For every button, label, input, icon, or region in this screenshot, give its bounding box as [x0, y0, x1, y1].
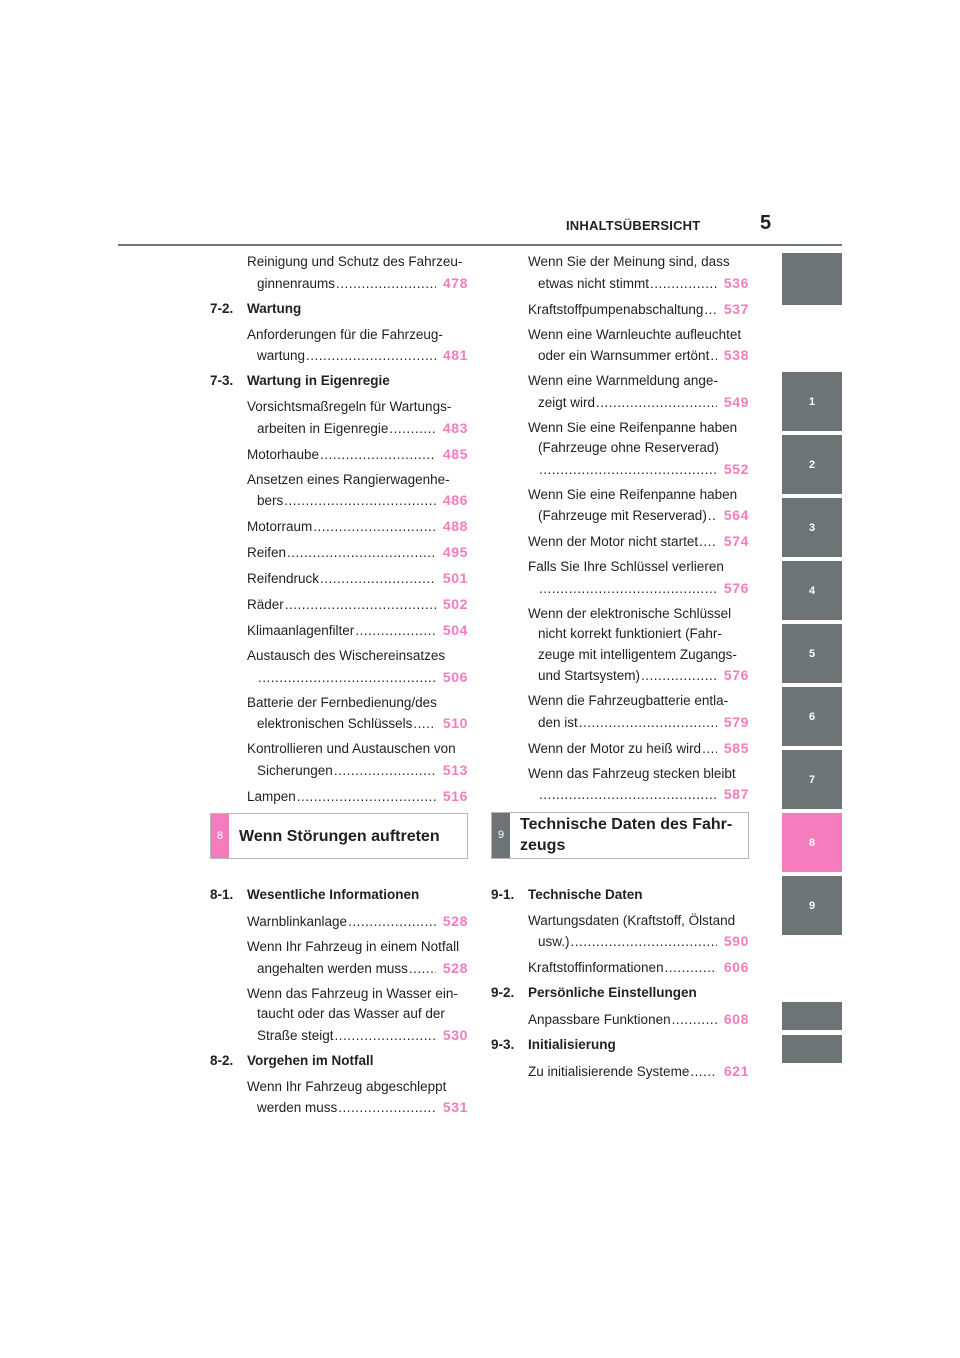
leader-dots [284, 491, 436, 512]
toc-entry-text: zeigt wird [538, 394, 596, 410]
leader-dots [708, 506, 717, 527]
toc-entry-text: Falls Sie Ihre Schlüssel verlieren [528, 559, 724, 574]
leader-dots [287, 543, 436, 564]
toc-entry-text: ginnenraums [257, 275, 336, 291]
chapter-title-line: Technische Daten des Fahr- [520, 816, 733, 833]
toc-entry-text: Kraftstoffpumpenabschaltung [528, 301, 704, 317]
toc-entry[interactable] [210, 937, 468, 979]
toc-entry-text: Vorsichtsmaßregeln für Wartungs- [247, 399, 452, 414]
page-link[interactable]: 513 [442, 761, 468, 778]
leader-dots [596, 393, 717, 414]
page-link[interactable]: 478 [442, 274, 468, 291]
running-header-title: INHALTSÜBERSICHT [566, 218, 701, 233]
toc-entry-text: (Fahrzeuge ohne Reserverad) [538, 440, 719, 455]
toc-entry[interactable] [210, 594, 468, 616]
page-link[interactable]: 502 [442, 596, 468, 612]
toc-entry-text: Wenn Sie der Meinung sind, dass [528, 254, 730, 269]
chapter-tab-3[interactable]: 3 [782, 498, 842, 557]
section-number: 7-3. [210, 373, 234, 388]
toc-entry[interactable] [210, 397, 468, 439]
toc-entry-text: Anpassbare Funktionen [528, 1012, 671, 1027]
toc-entry-text: den ist [538, 714, 578, 730]
chapter-heading-9 [491, 812, 749, 859]
leader-dots [355, 621, 436, 642]
leader-dots [571, 932, 717, 953]
toc-entry-text: etwas nicht stimmt [538, 275, 650, 291]
page-link[interactable]: 549 [723, 393, 749, 410]
chapter-tab-1[interactable]: 1 [782, 372, 842, 431]
toc-entry[interactable] [210, 620, 468, 642]
leader-dots [413, 714, 436, 735]
page-link[interactable]: 576 [723, 579, 749, 596]
toc-entry-text: Wenn Sie eine Reifenpanne haben [528, 486, 738, 502]
index-tab-b[interactable] [782, 1035, 842, 1063]
page-link[interactable]: 537 [723, 300, 749, 317]
section-title: Wartung [247, 300, 302, 316]
page-link[interactable]: 538 [723, 347, 749, 363]
page-link[interactable]: 481 [442, 347, 468, 363]
page-link[interactable]: 585 [723, 739, 749, 756]
header-divider [118, 244, 842, 246]
leader-dots [702, 739, 717, 760]
leader-dots [285, 595, 436, 616]
chapter-heading-8 [210, 813, 468, 859]
leader-dots [539, 460, 717, 481]
toc-entry-text: Motorhaube [247, 446, 320, 462]
leader-dots [338, 1098, 436, 1119]
page-link[interactable]: 606 [723, 959, 749, 975]
leader-dots [710, 346, 717, 367]
chapter-title [510, 813, 732, 858]
leader-dots [539, 785, 717, 806]
toc-entry[interactable] [491, 531, 749, 553]
section-title: Persönliche Einstellungen [528, 985, 697, 1000]
leader-dots [650, 274, 717, 295]
toc-entry-text: Wenn Ihr Fahrzeug abgeschleppt [247, 1078, 447, 1094]
toc-entry-text: Wenn der Motor zu heiß wird [528, 740, 702, 756]
leader-dots [258, 668, 436, 689]
toc-entry-text: Reifen [247, 545, 287, 560]
page-link[interactable]: 564 [723, 507, 749, 523]
toc-entry[interactable] [491, 557, 749, 599]
toc-entry[interactable] [491, 371, 749, 413]
toc-entry-text: wartung [257, 348, 306, 363]
section-number: 8-2. [210, 1052, 234, 1068]
page-link[interactable]: 587 [723, 786, 749, 802]
toc-entry-text: Lampen [247, 788, 296, 804]
toc-entry[interactable] [210, 470, 468, 512]
toc-entry-text: und Startsystem) [538, 668, 641, 683]
toc-entry-text: Wenn eine Warnleuchte aufleuchtet [528, 326, 742, 342]
page-link[interactable]: 483 [442, 419, 468, 436]
leader-dots [641, 666, 717, 687]
toc-entry-text: Wenn das Fahrzeug in Wasser ein- [247, 985, 458, 1001]
toc-entry-text: Sicherungen [257, 762, 333, 778]
toc-entry-text: Reinigung und Schutz des Fahrzeu- [247, 254, 463, 269]
page-number: 5 [760, 212, 772, 234]
toc-entry-text: Wenn Sie eine Reifenpanne haben [528, 419, 738, 435]
toc-entry[interactable] [210, 984, 468, 1047]
toc-entry[interactable] [210, 739, 468, 781]
toc-entry-text: Klimaanlagenfilter [247, 623, 355, 638]
leader-dots [320, 445, 436, 466]
section-number: 9-3. [491, 1037, 515, 1052]
toc-entry-text: Anforderungen für die Fahrzeug- [247, 326, 443, 342]
leader-dots [335, 1026, 436, 1047]
page-link[interactable]: 488 [442, 518, 468, 534]
toc-entry-text: Straße steigt [257, 1027, 334, 1043]
page-link[interactable]: 576 [723, 667, 749, 683]
chapter-tab-9[interactable]: 9 [782, 876, 842, 935]
toc-entry-text: elektronischen Schlüssels [257, 716, 413, 731]
toc-entry[interactable] [491, 738, 749, 760]
page-link[interactable]: 608 [723, 1011, 749, 1027]
toc-entry-text: Wartungsdaten (Kraftstoff, Ölstand [528, 912, 736, 928]
toc-entry-text: Batterie der Fernbedienung/des [247, 694, 437, 710]
toc-entry[interactable] [491, 485, 749, 527]
toc-entry-text: Wenn der elektronische Schlüssel [528, 605, 732, 621]
toc-entry-text: oder ein Warnsummer ertönt [538, 348, 710, 363]
toc-entry[interactable] [210, 646, 468, 688]
toc-entry-text: angehalten werden muss [257, 960, 408, 976]
toc-left-column [210, 252, 468, 1123]
page-link[interactable]: 531 [442, 1099, 468, 1115]
toc-entry-text: usw.) [538, 934, 570, 949]
toc-entry-text: nicht korrekt funktioniert (Fahr- [538, 626, 722, 641]
toc-entry-text: Räder [247, 597, 284, 612]
section-title: Wesentliche Informationen [247, 887, 420, 902]
leader-dots [348, 912, 436, 933]
toc-entry[interactable] [491, 418, 749, 481]
toc-entry-text: Wenn das Fahrzeug stecken bleibt [528, 765, 736, 781]
page-link[interactable]: 530 [442, 1026, 468, 1043]
section-title: Wartung in Eigenregie [247, 373, 390, 388]
toc-entry-text: Motorraum [247, 519, 313, 534]
toc-entry-text: Wenn Ihr Fahrzeug in einem Notfall [247, 939, 460, 954]
chapter-tab-7[interactable]: 7 [782, 750, 842, 809]
leader-dots [320, 569, 436, 590]
toc-entry-text: Ansetzen eines Rangierwagenhe- [247, 471, 450, 487]
leader-dots [334, 761, 436, 782]
section-title: Vorgehen im Notfall [247, 1052, 374, 1068]
section-heading-9-2 [491, 983, 749, 1004]
chapter-tab-4[interactable]: 4 [782, 561, 842, 620]
leader-dots [704, 300, 717, 321]
section-number: 9-2. [491, 985, 515, 1000]
page-link[interactable]: 528 [442, 959, 468, 976]
toc-entry[interactable] [210, 786, 468, 808]
page-link[interactable]: 510 [442, 715, 468, 731]
toc-entry[interactable] [491, 252, 749, 294]
section-number: 8-1. [210, 887, 234, 902]
toc-entry[interactable] [210, 444, 468, 466]
toc-entry-text: werden muss [257, 1100, 338, 1115]
section-heading-8-1 [210, 885, 468, 906]
page-link[interactable]: 501 [442, 570, 468, 586]
toc-entry-text: zeuge mit intelligentem Zugangs- [538, 646, 737, 662]
section-heading-7-3 [210, 371, 468, 392]
leader-dots [313, 517, 436, 538]
chapter-tab-2[interactable]: 2 [782, 435, 842, 494]
toc-entry-text: Zu initialisierende Systeme [528, 1064, 690, 1079]
page-link[interactable]: 621 [723, 1063, 749, 1079]
toc-entry[interactable] [491, 957, 749, 979]
page-link[interactable]: 516 [442, 787, 468, 804]
toc-entry-text: taucht oder das Wasser auf der [257, 1006, 445, 1021]
chapter-title-line: zeugs [520, 837, 566, 854]
page-link[interactable]: 536 [723, 274, 749, 291]
leader-dots [699, 532, 717, 553]
section-heading-9-1 [491, 885, 749, 906]
toc-entry[interactable] [491, 604, 749, 687]
chapter-tab-5[interactable]: 5 [782, 624, 842, 683]
toc-entry-text: Wenn der Motor nicht startet [528, 534, 699, 549]
toc-entry[interactable] [210, 911, 468, 933]
page-link[interactable]: 486 [442, 492, 468, 508]
toc-entry-text: Wenn eine Warnmeldung ange- [528, 373, 718, 388]
toc-entry[interactable] [491, 1009, 749, 1031]
page-link[interactable]: 528 [442, 913, 468, 929]
toc-entry-text: (Fahrzeuge mit Reserverad) [538, 508, 707, 523]
leader-dots [690, 1062, 717, 1083]
section-title: Initialisierung [528, 1037, 616, 1052]
leader-dots [389, 419, 436, 440]
toc-entry-text: Austausch des Wischereinsatzes [247, 648, 446, 663]
section-heading-9-3 [491, 1035, 749, 1056]
page-link[interactable]: 590 [723, 933, 749, 949]
toc-entry-text: Warnblinkanlage [247, 914, 348, 929]
toc-entry-text: Kontrollieren und Austauschen von [247, 741, 456, 756]
leader-dots [665, 958, 717, 979]
chapter-tab-8[interactable]: 8 [782, 813, 842, 872]
toc-entry-text: arbeiten in Eigenregie [257, 420, 389, 436]
toc-entry[interactable] [491, 911, 749, 953]
chapter-number-marker: 8 [211, 814, 229, 858]
section-number: 9-1. [491, 886, 515, 902]
toc-entry-text: bers [257, 493, 284, 508]
page-link[interactable]: 579 [723, 713, 749, 730]
toc-entry[interactable] [210, 542, 468, 564]
chapter-title: Wenn Störungen auftreten [239, 827, 440, 845]
toc-entry[interactable] [210, 325, 468, 367]
chapter-tab-blank[interactable] [782, 253, 842, 305]
toc-entry[interactable] [491, 325, 749, 367]
toc-entry[interactable] [210, 516, 468, 538]
toc-entry-text: Kraftstoffinformationen [528, 960, 664, 975]
page-link[interactable]: 495 [442, 544, 468, 560]
leader-dots [579, 713, 717, 734]
leader-dots [306, 346, 436, 367]
page-link[interactable]: 574 [723, 533, 749, 549]
section-title: Technische Daten [528, 886, 643, 902]
chapter-number-marker: 9 [492, 813, 510, 858]
section-heading-8-2 [210, 1051, 468, 1072]
toc-entry[interactable] [491, 1061, 749, 1083]
index-tab-a[interactable] [782, 1002, 842, 1030]
section-heading-7-2 [210, 299, 468, 320]
chapter-tab-6[interactable]: 6 [782, 687, 842, 746]
toc-entry[interactable] [491, 691, 749, 733]
toc-right-column [491, 252, 749, 1087]
leader-dots [409, 959, 436, 980]
toc-entry-text: Wenn die Fahrzeugbatterie entla- [528, 693, 729, 708]
page-link[interactable]: 504 [442, 622, 468, 638]
page-link[interactable]: 485 [442, 445, 468, 462]
page-link[interactable]: 552 [723, 460, 749, 477]
page-link[interactable]: 506 [442, 668, 468, 685]
toc-entry[interactable] [210, 252, 468, 294]
section-number: 7-2. [210, 300, 234, 316]
toc-entry[interactable] [210, 568, 468, 590]
toc-entry[interactable] [491, 299, 749, 321]
toc-entry-text: Reifendruck [247, 571, 320, 586]
leader-dots [672, 1010, 717, 1031]
leader-dots [539, 579, 717, 600]
toc-entry[interactable] [210, 693, 468, 735]
toc-entry[interactable] [491, 764, 749, 806]
leader-dots [297, 787, 436, 808]
leader-dots [336, 274, 436, 295]
toc-entry[interactable] [210, 1077, 468, 1119]
